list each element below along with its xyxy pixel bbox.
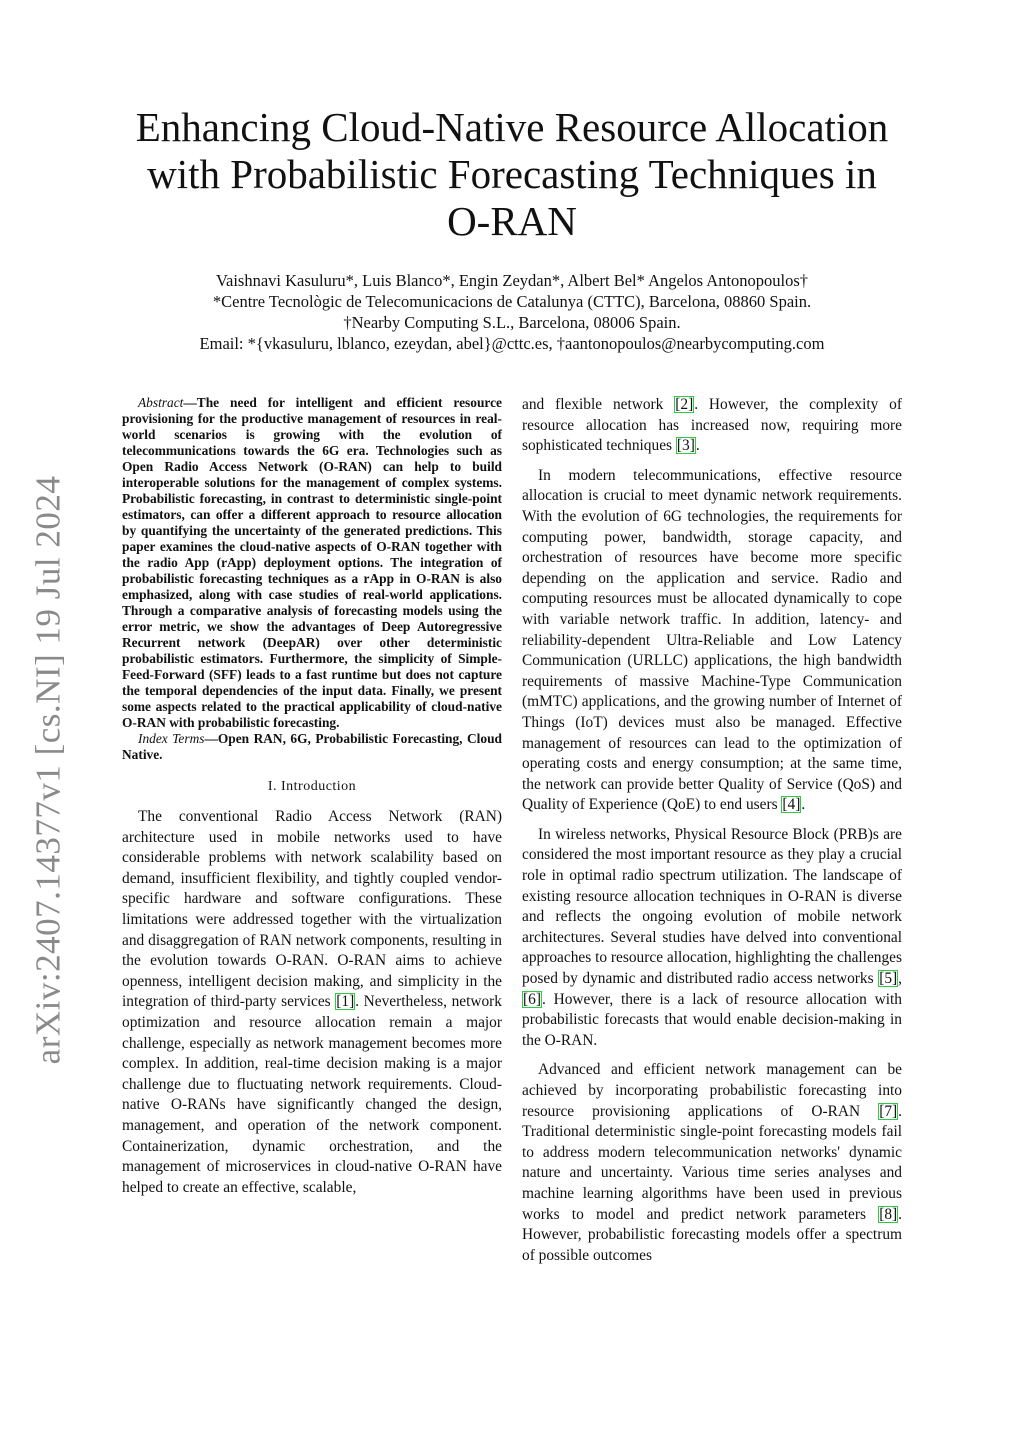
text-span: . [695,437,700,455]
affiliation-nearby: †Nearby Computing S.L., Barcelona, 08006 Spain. [343,313,681,332]
title-line-2: with Probabilistic Forecasting Techniques in [147,151,877,197]
text-span: . Traditional deterministic single-point forecasting models fail to address modern telecommunication networks' dynamic nature and uncertainty. Various time series analyses and machine learning algorithms have been used in previous works to model and predict network parameters [522,1102,902,1223]
text-span: In modern telecommunications, effective resource allocation is crucial to meet dynamic network requirements. With the evolution of 6G technologies, the requirements for computing power, bandwidth, storage capacity, and orchestration of resources have become more specific depending on the application and service. Radio and computing resources must be allocated dynamically to cope with variable network traffic. In addition, latency- and reliability-dependent Ultra-Reliable and Low Latency Communication (URLLC) applications, the high bandwidth requirements of massive Machine-Type Communication (mMTC) applications, and the growing number of Internet of Things (IoT) devices must also be managed. Effective management of resources can lead to the optimization of operating costs and energy consumption; at the same time, the network can provide better Quality of Service (QoS) and Quality of Experience (QoE) to end users [522,466,902,814]
introduction-right [522,395,902,1266]
citation-link-8[interactable]: [8] [879,1205,898,1223]
intro-paragraph-1 [122,807,502,1198]
abstract-paragraph [122,395,502,731]
text-span: and flexible network [522,396,675,413]
left-column [122,395,502,1207]
text-span: . However, probabilistic forecasting models offer a spectrum of possible outcomes [522,1205,902,1264]
intro-paragraph-2 [522,466,902,816]
intro-paragraph-4 [522,1060,902,1266]
text-span: , [898,970,902,988]
text-span: . However, the complexity of resource allocation has increased now, requiring more sophisticated techniques [522,396,902,455]
text-span: . [801,796,806,814]
citation-link-2[interactable]: [2] [675,396,694,413]
abstract-text: —The need for intelligent and efficient resource provisioning for the productive management of resources in real-world scenarios is growing with the evolution of telecommunications towards the 6G era. Technologies such as Open Radio Access Network (O-RAN) can help to build interoperable solutions for the management of complex systems. Probabilistic forecasting, in contrast to deterministic single-point estimators, can offer a different approach to resource allocation by quantifying the uncertainty of the generated predictions. This paper examines the cloud-native aspects of O-RAN together with the radio App (rApp) deployment options. The integration of probabilistic forecasting techniques as a rApp in O-RAN is also emphasized, along with case studies of real-world applications. Through a comparative analysis of forecasting models using the error metric, we show the advantages of Deep Autoregressive Recurrent network (DeepAR) over other deterministic probabilistic estimators. Furthermore, the simplicity of Simple-Feed-Forward (SFF) leads to a fast runtime but does not capture the temporal dependencies of the input data. Finally, we present some aspects related to the practical applicability of cloud-native O-RAN with probabilistic forecasting. [122,395,502,730]
citation-link-6[interactable]: [6] [523,990,541,1008]
intro-paragraph-3 [522,825,902,1052]
index-terms [122,731,502,763]
text-span: In wireless networks, Physical Resource Block (PRB)s are considered the most important resource as they play a crucial role in optimal radio spectrum utilization. The landscape of existing resource allocation techniques in O-RAN is diverse and reflects the ongoing evolution of mobile network architectures. Several studies have delved into conventional approaches to resource allocation, highlighting the challenges posed by dynamic and distributed radio access networks [522,825,902,988]
intro-paragraph-1-cont [522,395,902,457]
title-line-1: Enhancing Cloud-Native Resource Allocation [135,104,889,150]
text-span: . Nevertheless, network optimization and resource allocation remain a major challenge, especially as network management becomes more complex. In addition, real-time decision making is a major challenge due to fluctuating network requirements. Cloud-native O-RANs have significantly changed the design, management, and operation of the network component. Containerization, dynamic orchestration, and the management of microservices in cloud-native O-RAN have helped to create an effective, scalable, [122,993,502,1196]
index-terms-text: —Open RAN, 6G, Probabilistic Forecasting, Cloud Native. [122,731,502,762]
section-heading-introduction: I. Introduction [267,779,357,794]
citation-link-4[interactable]: [4] [782,796,801,814]
affiliation-cttc: *Centre Tecnològic de Telecomunicacions de Catalunya (CTTC), Barcelona, 08860 Spain. [212,292,812,311]
author-list: Vaishnavi Kasuluru*, Luis Blanco*, Engin Zeydan*, Albert Bel* Angelos Antonopoulos† [215,271,809,290]
abstract [122,395,502,763]
author-emails: Email: *{vkasuluru, lblanco, ezeydan, abel}@cttc.es, †aantonopoulos@nearbycomputing.com [199,334,825,353]
introduction-left [122,807,502,1198]
title-line-3: O-RAN [447,198,577,244]
text-span: The conventional Radio Access Network (RAN) architecture used in mobile networks used to have considerable problems with network scalability based on demand, insufficient flexibility, and tightly coupled vendor-specific hardware and software configurations. These limitations were addressed together with the virtualization and disaggregation of RAN network components, resulting in the evolution towards O-RAN. O-RAN aims to achieve openness, intelligent decision making, and simplicity in the integration of third-party services [122,808,502,1011]
text-span: . However, there is a lack of resource allocation with probabilistic forecasts that would enable decision-making in the O-RAN. [522,990,902,1049]
arxiv-sidebar-stamp [18,470,78,1070]
right-column [522,395,902,1275]
text-span: Advanced and efficient network management can be achieved by incorporating probabilistic forecasting into resource provisioning applications of O-RAN [522,1061,902,1120]
citation-link-3[interactable]: [3] [676,437,695,455]
paper-title [110,104,914,245]
citation-link-5[interactable]: [5] [879,970,898,988]
author-block [110,270,914,354]
arxiv-identifier: arXiv:2407.14377v1 [cs.NI] 19 Jul 2024 [28,475,67,1065]
citation-link-1[interactable]: [1] [336,993,355,1011]
index-terms-label: Index Terms [138,731,205,746]
citation-link-7[interactable]: [7] [879,1102,898,1120]
abstract-label: Abstract [138,395,184,410]
